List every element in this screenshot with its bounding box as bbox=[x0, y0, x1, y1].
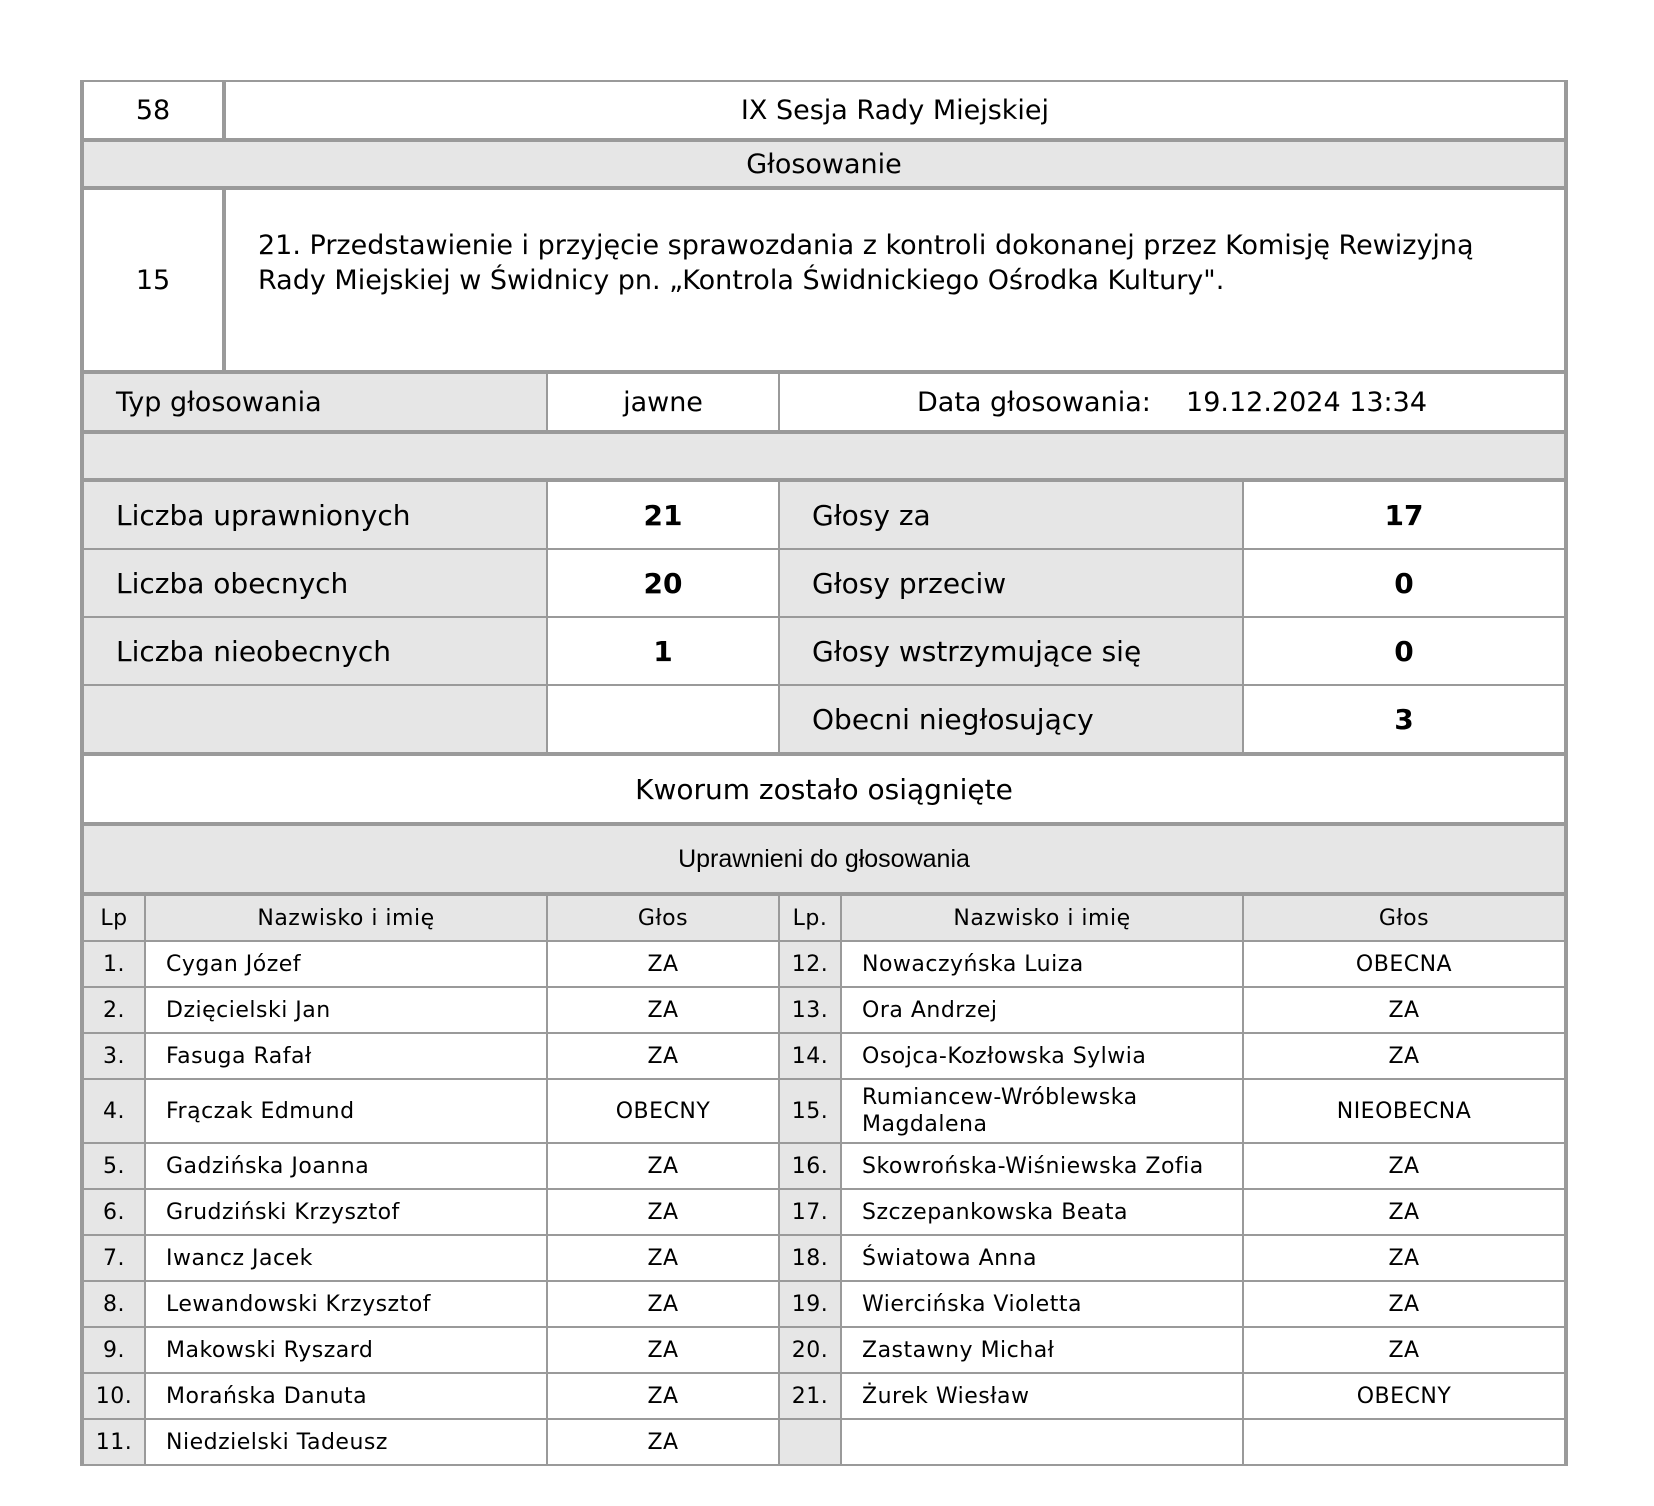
member-lp-left: 10. bbox=[83, 1373, 145, 1419]
member-vote-left: ZA bbox=[547, 941, 779, 987]
member-name-right bbox=[841, 1419, 1243, 1465]
member-name-text: Ora Andrzej bbox=[862, 997, 998, 1023]
agenda-line-2: Rady Miejskiej w Świdnicy pn. „Kontrola Świdnickiego Ośrodka Kultury". bbox=[258, 265, 1225, 296]
member-name-text: Gadzińska Joanna bbox=[166, 1153, 370, 1179]
table-row bbox=[83, 1079, 1565, 1143]
member-name-right bbox=[841, 1235, 1243, 1281]
vote-date bbox=[779, 373, 1565, 431]
table-row bbox=[83, 1373, 1565, 1419]
member-name-text: Lewandowski Krzysztof bbox=[166, 1291, 431, 1317]
col-lp-right: Lp. bbox=[779, 895, 841, 941]
member-vote-left: ZA bbox=[547, 1143, 779, 1189]
member-name-text: Osojca-Kozłowska Sylwia bbox=[862, 1043, 1147, 1069]
member-vote-right: ZA bbox=[1243, 1189, 1565, 1235]
votes-table bbox=[82, 894, 1566, 1466]
member-vote-right: ZA bbox=[1243, 1143, 1565, 1189]
member-name-text: Zastawny Michał bbox=[862, 1337, 1055, 1363]
member-lp-left: 8. bbox=[83, 1281, 145, 1327]
eligible-list-title-row bbox=[82, 824, 1566, 894]
col-name-right: Nazwisko i imię bbox=[841, 895, 1243, 941]
member-lp-left: 4. bbox=[83, 1079, 145, 1143]
member-lp-right: 12. bbox=[779, 941, 841, 987]
member-vote-right bbox=[1243, 1419, 1565, 1465]
voting-band bbox=[82, 140, 1566, 188]
col-vote-right: Głos bbox=[1243, 895, 1565, 941]
for-label: Głosy za bbox=[779, 481, 1243, 549]
for-value: 17 bbox=[1243, 481, 1565, 549]
abstain-value: 0 bbox=[1243, 617, 1565, 685]
member-name-right bbox=[841, 1143, 1243, 1189]
member-lp-right: 19. bbox=[779, 1281, 841, 1327]
member-name-text-line2: Magdalena bbox=[862, 1112, 988, 1137]
member-vote-right: ZA bbox=[1243, 1281, 1565, 1327]
present-value: 20 bbox=[547, 549, 779, 617]
member-vote-left: ZA bbox=[547, 1235, 779, 1281]
member-name-left bbox=[145, 1235, 547, 1281]
member-vote-left: ZA bbox=[547, 1419, 779, 1465]
vote-info bbox=[82, 372, 1566, 432]
member-vote-right: ZA bbox=[1243, 1033, 1565, 1079]
member-vote-left: ZA bbox=[547, 1189, 779, 1235]
member-name-text: Szczepankowska Beata bbox=[862, 1199, 1128, 1225]
member-name-right bbox=[841, 987, 1243, 1033]
against-label: Głosy przeciw bbox=[779, 549, 1243, 617]
member-name-text: Wiercińska Violetta bbox=[862, 1291, 1082, 1317]
nonvoting-value: 3 bbox=[1243, 685, 1565, 753]
against-value: 0 bbox=[1243, 549, 1565, 617]
session-title: IX Sesja Rady Miejskiej bbox=[224, 81, 1565, 139]
table-row bbox=[83, 1143, 1565, 1189]
present-label: Liczba obecnych bbox=[83, 549, 547, 617]
member-name-right bbox=[841, 1079, 1243, 1143]
member-vote-right: ZA bbox=[1243, 1235, 1565, 1281]
quorum-row bbox=[82, 754, 1566, 824]
table-row bbox=[83, 1235, 1565, 1281]
member-lp-left: 11. bbox=[83, 1419, 145, 1465]
member-vote-left: ZA bbox=[547, 1033, 779, 1079]
member-name-left bbox=[145, 1143, 547, 1189]
member-name-text: Dzięcielski Jan bbox=[166, 997, 331, 1023]
member-name-right bbox=[841, 941, 1243, 987]
nonvoting-label: Obecni niegłosujący bbox=[779, 685, 1243, 753]
member-name-text: Nowaczyńska Luiza bbox=[862, 951, 1084, 977]
session-header bbox=[82, 80, 1566, 140]
member-name-text: Skowrońska-Wiśniewska Zofia bbox=[862, 1153, 1204, 1179]
member-lp-left: 9. bbox=[83, 1327, 145, 1373]
member-vote-left: ZA bbox=[547, 987, 779, 1033]
spacer-band bbox=[82, 432, 1566, 480]
member-vote-left: ZA bbox=[547, 1327, 779, 1373]
member-name-text: Iwancz Jacek bbox=[166, 1245, 313, 1271]
member-name-text: Frączak Edmund bbox=[166, 1098, 355, 1124]
table-row bbox=[83, 1281, 1565, 1327]
member-lp-left: 5. bbox=[83, 1143, 145, 1189]
member-lp-left: 1. bbox=[83, 941, 145, 987]
table-row bbox=[83, 1327, 1565, 1373]
vote-rows bbox=[83, 941, 1565, 1465]
member-name-text: Makowski Ryszard bbox=[166, 1337, 374, 1363]
member-name-right bbox=[841, 1033, 1243, 1079]
table-row bbox=[83, 941, 1565, 987]
absent-value: 1 bbox=[547, 617, 779, 685]
member-lp-right: 21. bbox=[779, 1373, 841, 1419]
member-name-left bbox=[145, 1033, 547, 1079]
member-name-left bbox=[145, 1281, 547, 1327]
member-lp-right: 16. bbox=[779, 1143, 841, 1189]
col-name-left: Nazwisko i imię bbox=[145, 895, 547, 941]
quorum-status: Kworum zostało osiągnięte bbox=[83, 755, 1565, 823]
member-name-text: Cygan Józef bbox=[166, 951, 302, 977]
member-lp-right bbox=[779, 1419, 841, 1465]
member-name-text: Fasuga Rafał bbox=[166, 1043, 312, 1069]
table-row bbox=[83, 1189, 1565, 1235]
member-vote-left: ZA bbox=[547, 1373, 779, 1419]
member-name-left bbox=[145, 1189, 547, 1235]
member-name-left bbox=[145, 1373, 547, 1419]
table-row bbox=[83, 1419, 1565, 1465]
eligible-label: Liczba uprawnionych bbox=[83, 481, 547, 549]
member-lp-left: 7. bbox=[83, 1235, 145, 1281]
col-lp-left: Lp bbox=[83, 895, 145, 941]
member-name-left bbox=[145, 941, 547, 987]
vote-date-label: Data głosowania: bbox=[916, 386, 1151, 418]
agenda-item bbox=[82, 188, 1566, 372]
member-name-left bbox=[145, 1419, 547, 1465]
member-vote-right: NIEOBECNA bbox=[1243, 1079, 1565, 1143]
absent-label: Liczba nieobecnych bbox=[83, 617, 547, 685]
voting-protocol bbox=[80, 80, 1568, 1466]
member-name-right bbox=[841, 1327, 1243, 1373]
member-vote-right: OBECNA bbox=[1243, 941, 1565, 987]
member-name-left bbox=[145, 1079, 547, 1143]
member-name-text: Światowa Anna bbox=[862, 1245, 1038, 1271]
empty-label-cell bbox=[83, 685, 547, 753]
member-lp-left: 3. bbox=[83, 1033, 145, 1079]
abstain-label: Głosy wstrzymujące się bbox=[779, 617, 1243, 685]
member-name-right bbox=[841, 1189, 1243, 1235]
member-lp-right: 14. bbox=[779, 1033, 841, 1079]
eligible-value: 21 bbox=[547, 481, 779, 549]
member-vote-right: ZA bbox=[1243, 1327, 1565, 1373]
col-vote-left: Głos bbox=[547, 895, 779, 941]
member-vote-left: OBECNY bbox=[547, 1079, 779, 1143]
vote-date-value: 19.12.2024 13:34 bbox=[1186, 386, 1428, 418]
eligible-list-title: Uprawnieni do głosowania bbox=[83, 825, 1565, 893]
member-name-text: Grudziński Krzysztof bbox=[166, 1199, 400, 1225]
table-row bbox=[83, 987, 1565, 1033]
vote-statistics bbox=[82, 480, 1566, 754]
member-lp-left: 6. bbox=[83, 1189, 145, 1235]
document-number: 58 bbox=[83, 81, 224, 139]
member-name-left bbox=[145, 1327, 547, 1373]
vote-type-value: jawne bbox=[547, 373, 779, 431]
member-name-text: Żurek Wiesław bbox=[862, 1383, 1030, 1409]
voting-band-label: Głosowanie bbox=[83, 141, 1565, 187]
member-vote-right: OBECNY bbox=[1243, 1373, 1565, 1419]
member-name-left bbox=[145, 987, 547, 1033]
member-name-text: Niedzielski Tadeusz bbox=[166, 1429, 388, 1455]
member-name-right bbox=[841, 1281, 1243, 1327]
member-lp-right: 13. bbox=[779, 987, 841, 1033]
member-lp-right: 20. bbox=[779, 1327, 841, 1373]
spacer-cell bbox=[83, 433, 1565, 479]
agenda-line-1: 21. Przedstawienie i przyjęcie sprawozdania z kontroli dokonanej przez Komisję Rewizyjną bbox=[258, 230, 1474, 261]
member-name-text: Morańska Danuta bbox=[166, 1383, 368, 1409]
empty-value-cell bbox=[547, 685, 779, 753]
vote-type-label: Typ głosowania bbox=[83, 373, 547, 431]
member-lp-left: 2. bbox=[83, 987, 145, 1033]
member-name-text: Rumiancew-Wróblewska bbox=[862, 1085, 1138, 1110]
table-row bbox=[83, 1033, 1565, 1079]
member-name-right bbox=[841, 1373, 1243, 1419]
agenda-text bbox=[224, 189, 1565, 371]
member-vote-left: ZA bbox=[547, 1281, 779, 1327]
member-vote-right: ZA bbox=[1243, 987, 1565, 1033]
vote-number: 15 bbox=[83, 189, 224, 371]
member-lp-right: 15. bbox=[779, 1079, 841, 1143]
member-lp-right: 18. bbox=[779, 1235, 841, 1281]
member-lp-right: 17. bbox=[779, 1189, 841, 1235]
